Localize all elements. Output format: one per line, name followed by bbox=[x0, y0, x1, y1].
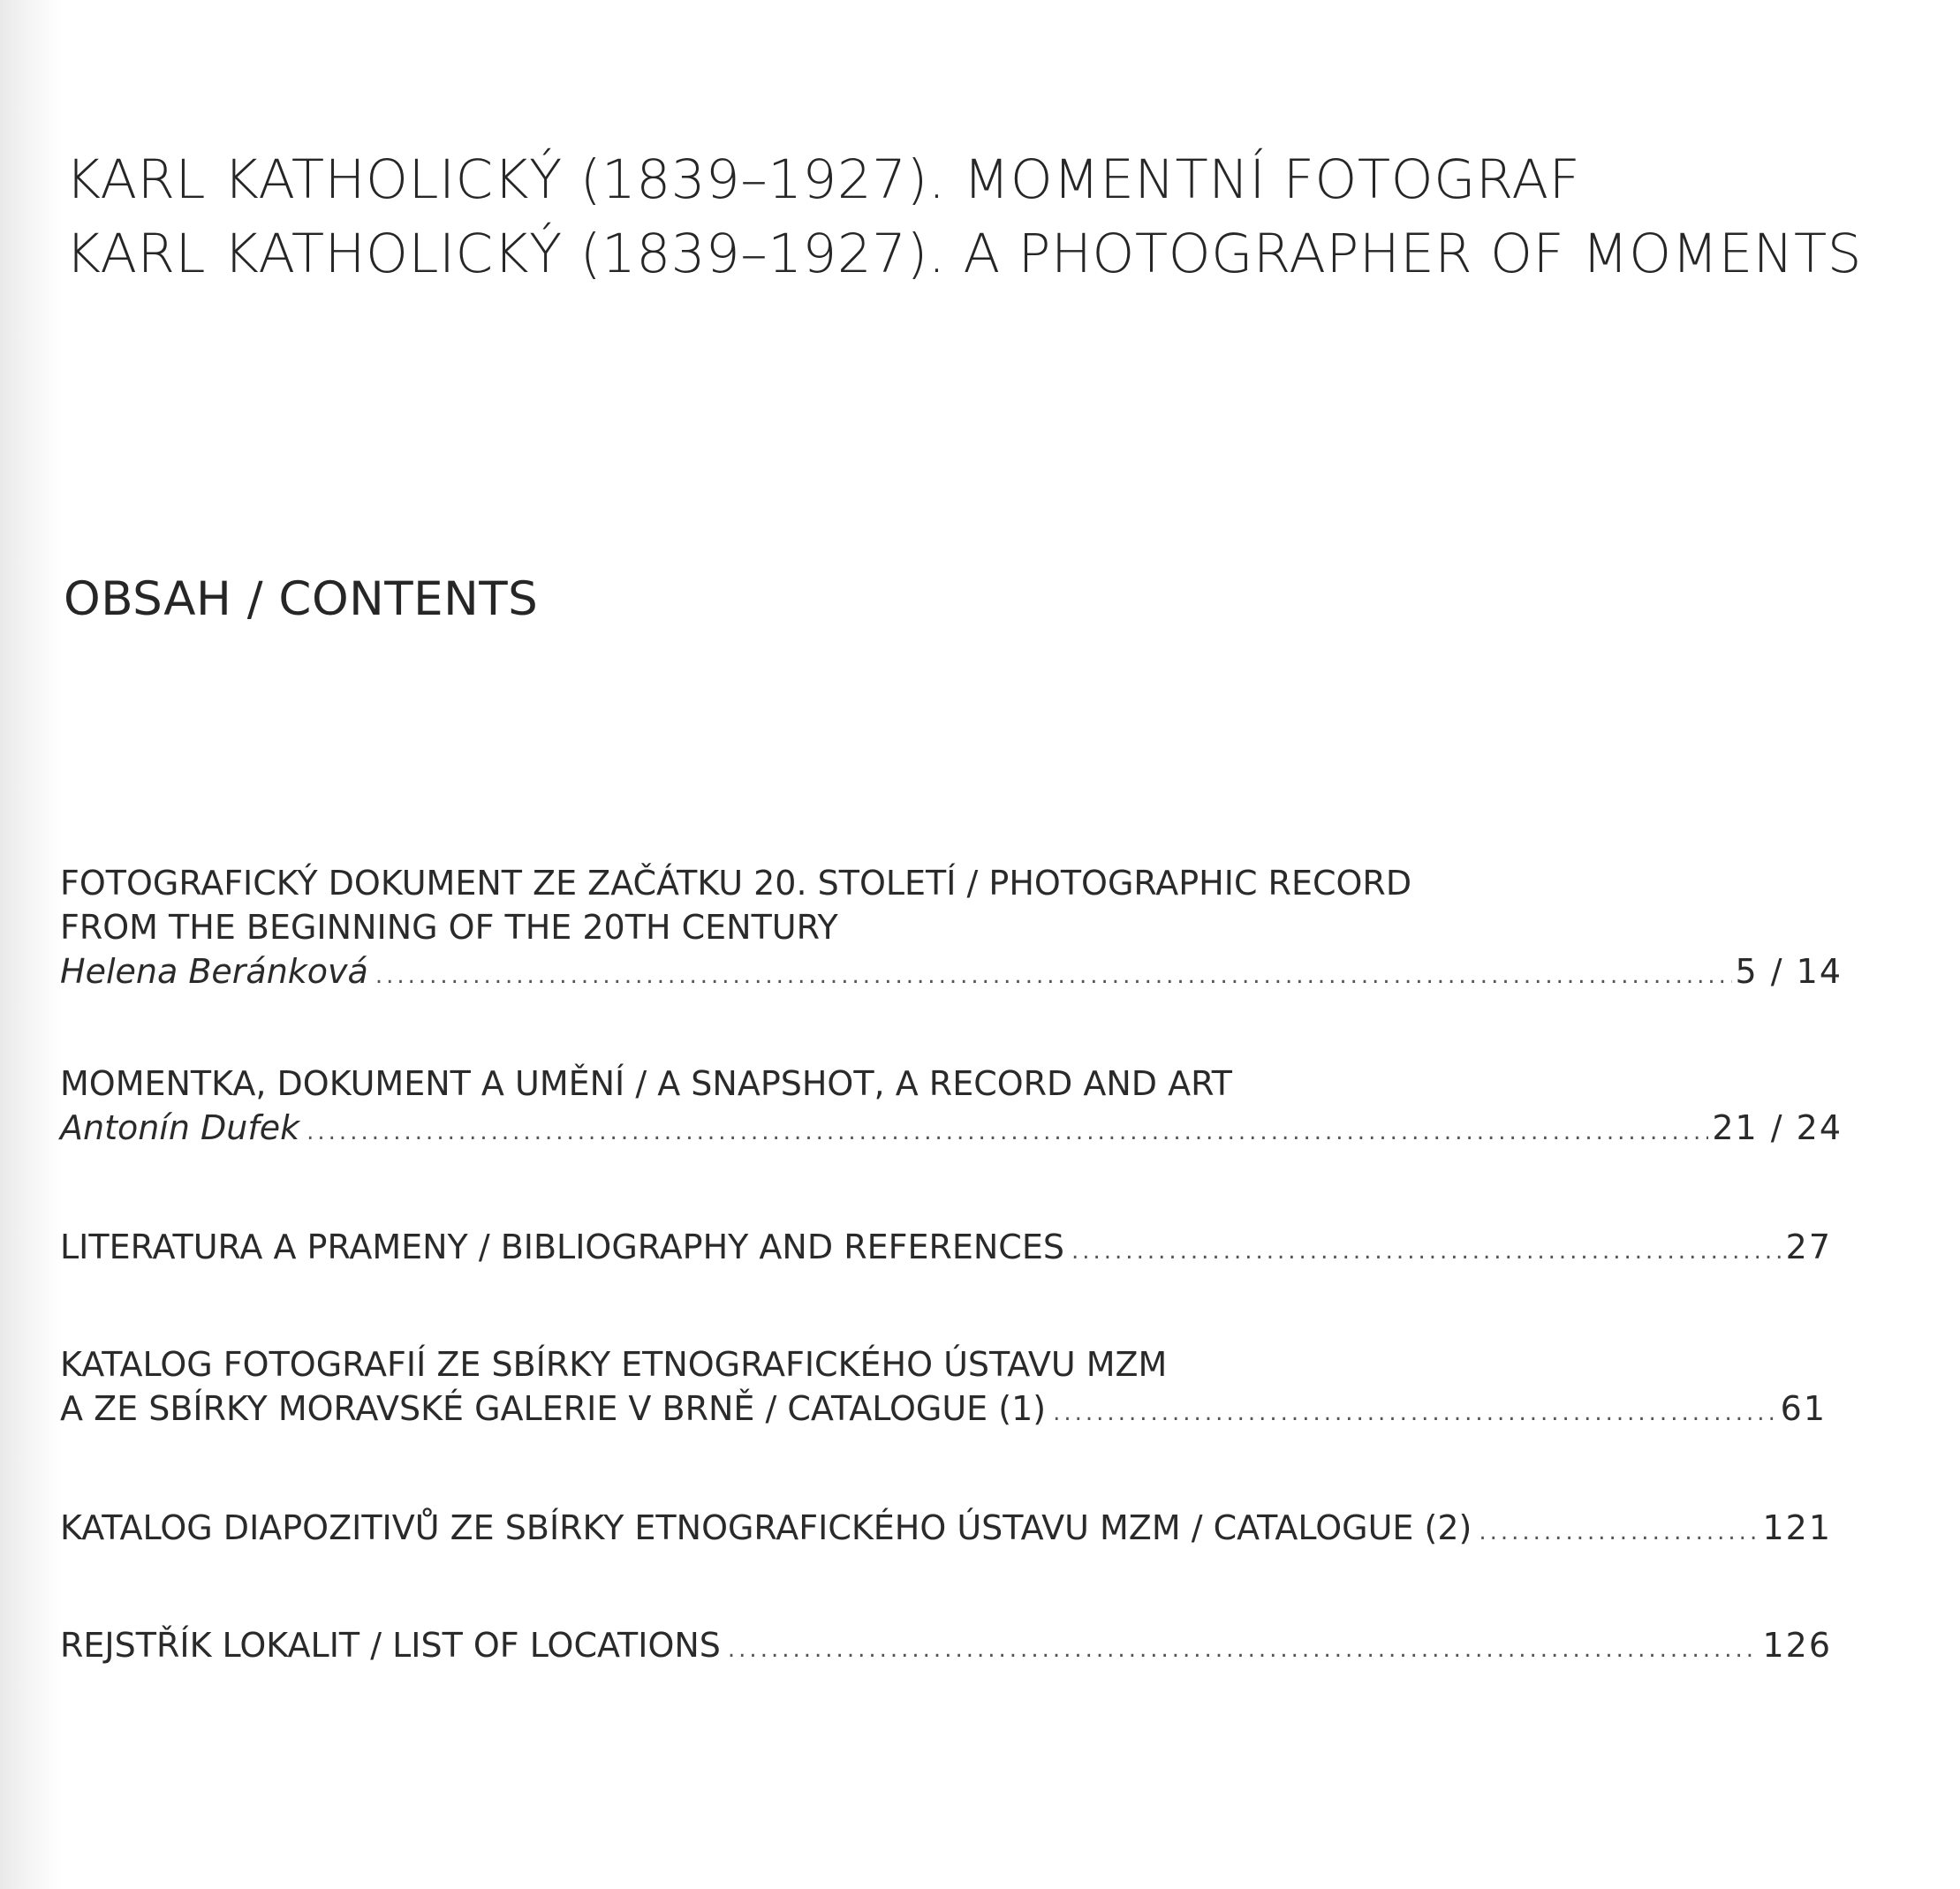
toc-entry-title: LITERATURA A PRAMENY / BIBLIOGRAPHY AND REFERENCES bbox=[60, 1228, 1064, 1266]
toc-entry-author: Antonín Dufek bbox=[60, 1108, 300, 1147]
toc-entry-title-continued: FROM THE BEGINNING OF THE 20TH CENTURY bbox=[60, 908, 838, 947]
toc-entry-catalogue-1[interactable] bbox=[60, 1342, 1827, 1435]
toc-entry-page-number: 121 bbox=[1762, 1508, 1832, 1547]
dot-leader bbox=[1479, 1510, 1759, 1554]
toc-entry-leader-row bbox=[60, 1387, 1827, 1435]
toc-entry-leader-row bbox=[60, 1623, 1832, 1672]
toc-entry-leader-row bbox=[60, 1506, 1832, 1554]
dot-leader bbox=[375, 954, 1732, 998]
toc-entry-author: Helena Beránková bbox=[60, 952, 368, 991]
dot-leader bbox=[728, 1628, 1759, 1672]
toc-entry-title: KATALOG FOTOGRAFIÍ ZE SBÍRKY ETNOGRAFICKÉHO ÚSTAVU MZM bbox=[60, 1345, 1168, 1384]
toc-entry-title: KATALOG DIAPOZITIVŮ ZE SBÍRKY ETNOGRAFICKÉHO ÚSTAVU MZM / CATALOGUE (2) bbox=[60, 1508, 1472, 1547]
toc-entry-page-number: 27 bbox=[1785, 1228, 1832, 1266]
toc-entry-leader-row bbox=[60, 1106, 1843, 1154]
toc-entry-title: MOMENTKA, DOKUMENT A UMĚNÍ / A SNAPSHOT, A RECORD AND ART bbox=[60, 1064, 1232, 1103]
dot-leader bbox=[306, 1110, 1708, 1154]
book-title-block bbox=[65, 143, 1862, 291]
toc-entry-title: FOTOGRAFICKÝ DOKUMENT ZE ZAČÁTKU 20. STOLETÍ / PHOTOGRAPHIC RECORD bbox=[60, 864, 1412, 903]
toc-entry-photographic-record[interactable] bbox=[60, 861, 1843, 998]
toc-entry-leader-row bbox=[60, 949, 1843, 998]
toc-entry-leader-row bbox=[60, 1225, 1832, 1273]
book-title-czech: KARL KATHOLICKÝ (1839–1927). MOMENTNÍ FOTOGRAF bbox=[65, 148, 1581, 211]
toc-entry-page-number: 126 bbox=[1762, 1626, 1832, 1665]
toc-entry-list-of-locations[interactable] bbox=[60, 1623, 1832, 1672]
contents-heading: OBSAH / CONTENTS bbox=[64, 572, 539, 626]
toc-entry-bibliography[interactable] bbox=[60, 1225, 1832, 1273]
dot-leader bbox=[1053, 1391, 1777, 1435]
toc-entry-catalogue-2[interactable] bbox=[60, 1506, 1832, 1554]
table-of-contents bbox=[60, 861, 1843, 1672]
toc-entry-page-number: 21 / 24 bbox=[1712, 1108, 1843, 1147]
toc-entry-title: REJSTŘÍK LOKALIT / LIST OF LOCATIONS bbox=[60, 1626, 721, 1665]
toc-entry-snapshot-record-art[interactable] bbox=[60, 1062, 1843, 1154]
page-binding-shadow bbox=[0, 0, 62, 1889]
book-title-english: KARL KATHOLICKÝ (1839–1927). A PHOTOGRAPHER OF MOMENTS bbox=[65, 223, 1862, 285]
dot-leader bbox=[1071, 1229, 1782, 1273]
toc-entry-page-number: 61 bbox=[1780, 1389, 1827, 1428]
toc-entry-title-continued: A ZE SBÍRKY MORAVSKÉ GALERIE V BRNĚ / CATALOGUE (1) bbox=[60, 1389, 1047, 1428]
toc-entry-page-number: 5 / 14 bbox=[1735, 952, 1843, 991]
